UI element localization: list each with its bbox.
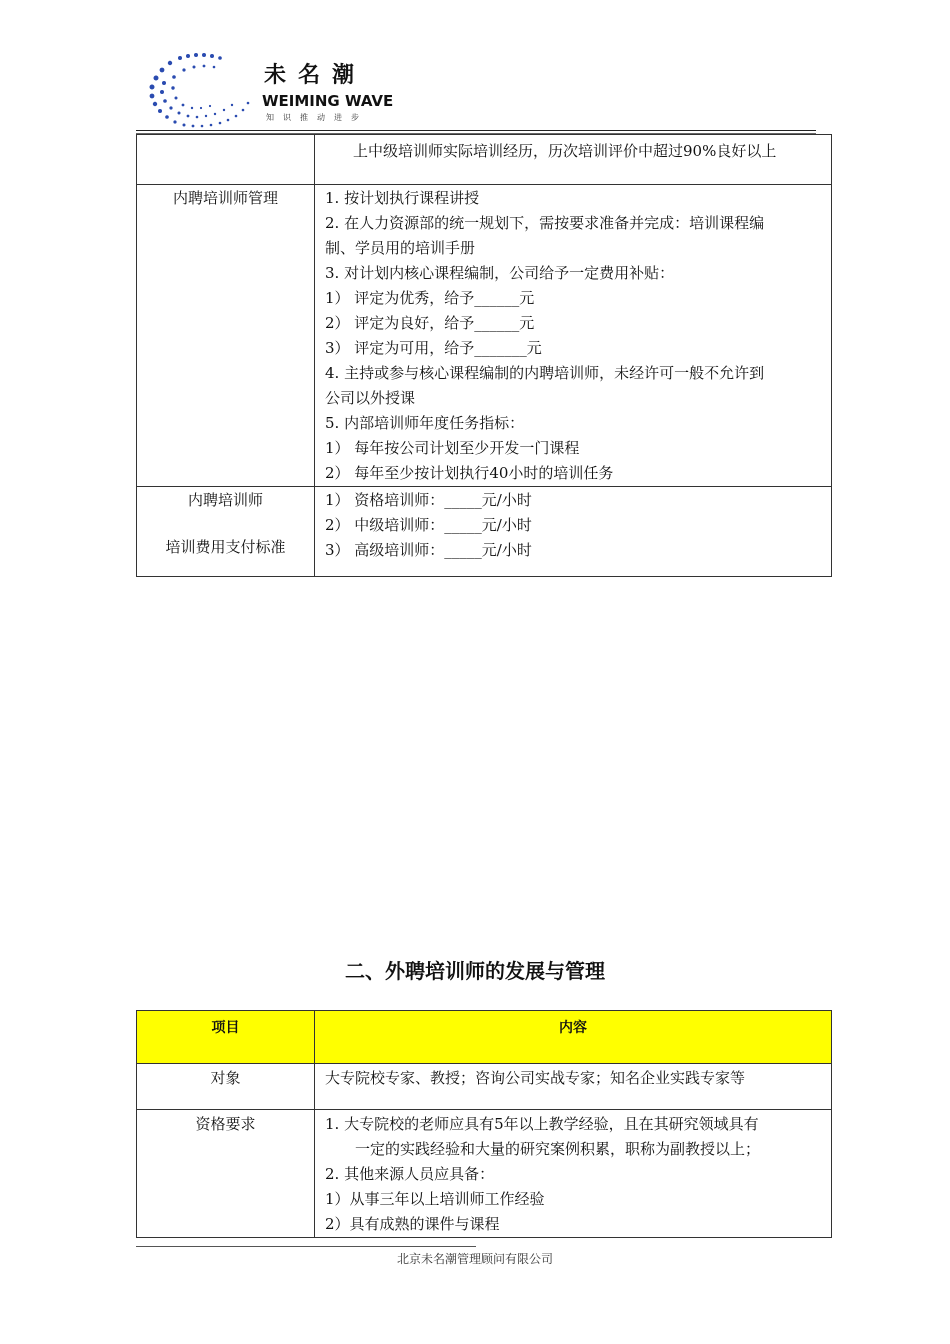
table-cell-content xyxy=(315,135,832,185)
content-line: 2）具有成熟的课件与课程 xyxy=(325,1215,500,1233)
content-line: 公司以外授课 xyxy=(325,389,416,407)
table-cell-label xyxy=(137,487,315,577)
content-line: 2） 每年至少按计划执行40小时的培训任务 xyxy=(325,464,614,482)
content-line: 1）从事三年以上培训师工作经验 xyxy=(325,1190,545,1208)
content-line: 3） 评定为可用，给予_______元 xyxy=(325,339,542,357)
table-cell-content xyxy=(315,487,832,577)
content-line: 1） 评定为优秀，给予______元 xyxy=(325,289,535,307)
table-row xyxy=(137,185,832,487)
row-label-trainer: 内聘培训师 xyxy=(187,491,263,509)
content-line: 大专院校专家、教授；咨询公司实战专家；知名企业实践专家等 xyxy=(325,1069,746,1087)
wave-logo-icon xyxy=(140,50,260,130)
footer-company: 北京未名潮管理顾问有限公司 xyxy=(396,1252,553,1266)
row-label-management: 内聘培训师管理 xyxy=(172,189,278,207)
column-header-content: 内容 xyxy=(315,1011,832,1064)
internal-trainer-table xyxy=(136,134,832,577)
logo-english-name: WEIMING WAVE xyxy=(262,92,394,110)
content-line: 4. 主持或参与核心课程编制的内聘培训师，未经许可一般不允许到 xyxy=(325,364,765,382)
company-logo xyxy=(140,50,400,130)
content-line: 1. 大专院校的老师应具有5年以上教学经验，且在其研究领域具有 xyxy=(325,1115,759,1133)
content-line: 上中级培训师实际培训经历，历次培训评价中超过90%良好以上 xyxy=(353,142,777,160)
table-row xyxy=(137,1110,832,1238)
content-line: 1） 资格培训师：_____元/小时 xyxy=(325,491,532,509)
logo-chinese-name: 未名潮 xyxy=(264,63,367,88)
logo-slogan: 知识推动进步 xyxy=(266,113,368,122)
table-row xyxy=(137,487,832,577)
table-cell-content xyxy=(315,1064,832,1110)
header-rule xyxy=(136,130,816,131)
content-line: 3. 对计划内核心课程编制，公司给予一定费用补贴： xyxy=(325,264,675,282)
row-label-target: 对象 xyxy=(210,1069,241,1087)
table-cell-label xyxy=(137,135,315,185)
content-line: 2） 中级培训师：_____元/小时 xyxy=(325,516,532,534)
content-line: 2） 评定为良好，给予______元 xyxy=(325,314,535,332)
table-cell-label xyxy=(137,1110,315,1238)
content-line: 2. 其他来源人员应具备： xyxy=(325,1165,495,1183)
table-row xyxy=(137,135,832,185)
row-label-qualification: 资格要求 xyxy=(195,1115,256,1133)
content-line: 5. 内部培训师年度任务指标： xyxy=(325,414,525,432)
table-cell-content xyxy=(315,185,832,487)
row-label-fee-standard: 培训费用支付标准 xyxy=(165,538,286,556)
external-trainer-table xyxy=(136,1010,832,1238)
footer-rule xyxy=(136,1246,476,1247)
table-cell-content xyxy=(315,1110,832,1238)
content-line: 制、学员用的培训手册 xyxy=(325,239,476,257)
content-line: 2. 在人力资源部的统一规划下，需按要求准备并完成：培训课程编 xyxy=(325,214,765,232)
content-line: 1） 每年按公司计划至少开发一门课程 xyxy=(325,439,580,457)
content-line: 3） 高级培训师：_____元/小时 xyxy=(325,541,532,559)
content-line: 1. 按计划执行课程讲授 xyxy=(325,189,480,207)
section-title: 二、外聘培训师的发展与管理 xyxy=(345,959,605,983)
table-cell-label xyxy=(137,185,315,487)
table-header-row xyxy=(137,1011,832,1064)
content-line: 一定的实践经验和大量的研究案例积累，职称为副教授以上； xyxy=(355,1140,761,1158)
table-cell-label xyxy=(137,1064,315,1110)
column-header-item: 项目 xyxy=(137,1011,315,1064)
table-row xyxy=(137,1064,832,1110)
